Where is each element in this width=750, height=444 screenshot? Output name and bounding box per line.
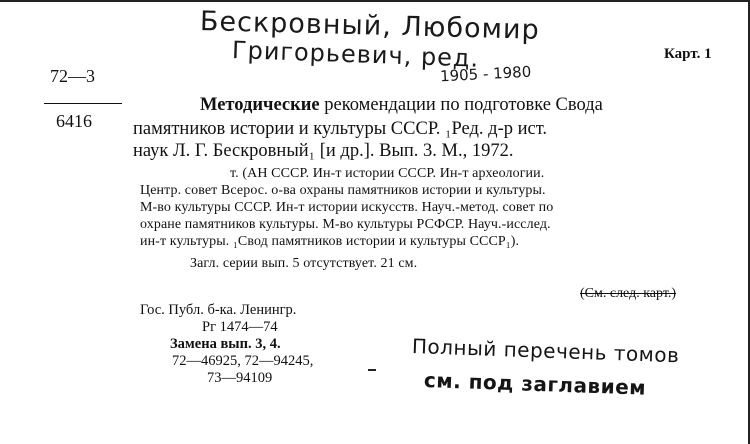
library-code: Рг 1474—74 — [202, 319, 278, 335]
replacement-label: Замена вып. 3, 4. — [170, 336, 281, 352]
ink-mark — [368, 369, 376, 371]
entry-note-line-2: Центр. совет Всерос. о-ва охраны памятников истории и культуры. — [140, 183, 546, 198]
entry-series-note: Загл. серии вып. 5 отсутствует. 21 см. — [190, 256, 418, 271]
library-name: Гос. Публ. б-ка. Ленингр. — [140, 302, 297, 318]
entry-note-line-3: М-во культуры СССР. Ин-т истории искусств. Науч.-метод. совет по — [140, 200, 554, 215]
stamp-line-1: Полный перечень томов — [411, 334, 680, 368]
shelf-mark-top: 72—3 — [50, 66, 95, 86]
stamp-line-2: см. под заглавием — [423, 368, 647, 400]
entry-line-2: памятников истории и культуры СССР. ₁Ред. д-р ист. — [133, 119, 548, 139]
entry-title-bold: Методические — [200, 95, 320, 115]
handwritten-author-name: Бескровный, Любомир — [199, 6, 541, 46]
handwritten-life-years: 1905 - 1980 — [439, 62, 532, 86]
shelf-mark-bottom: 6416 — [56, 111, 92, 131]
entry-note-line-5: ин-т культуры. ₁Свод памятников истории и культуры СССР₁). — [140, 234, 520, 249]
handwritten-patronymic: Григорьевич, ред. — [231, 36, 480, 73]
replacement-numbers-1: 72—46925, 72—94245, — [172, 353, 314, 369]
shelf-mark-rule — [44, 103, 122, 104]
entry-note-line-1: т. (АН СССР. Ин-т истории СССР. Ин-т археологии. — [230, 166, 545, 181]
entry-title-line — [200, 95, 603, 115]
replacement-numbers-2: 73—94109 — [207, 370, 273, 386]
crossed-out-see-next-card: (См. след. карт.) — [580, 286, 677, 301]
card-number-label: Карт. 1 — [664, 46, 712, 62]
entry-title-rest: рекомендации по подготовке Свода — [319, 95, 603, 115]
card-top-edge — [0, 0, 750, 2]
entry-note-line-4: охране памятников культуры. М-во культуры РСФСР. Науч.-исслед. — [140, 217, 551, 232]
entry-line-3: наук Л. Г. Бескровный₁ [и др.]. Вып. 3. М., 1972. — [133, 141, 514, 161]
